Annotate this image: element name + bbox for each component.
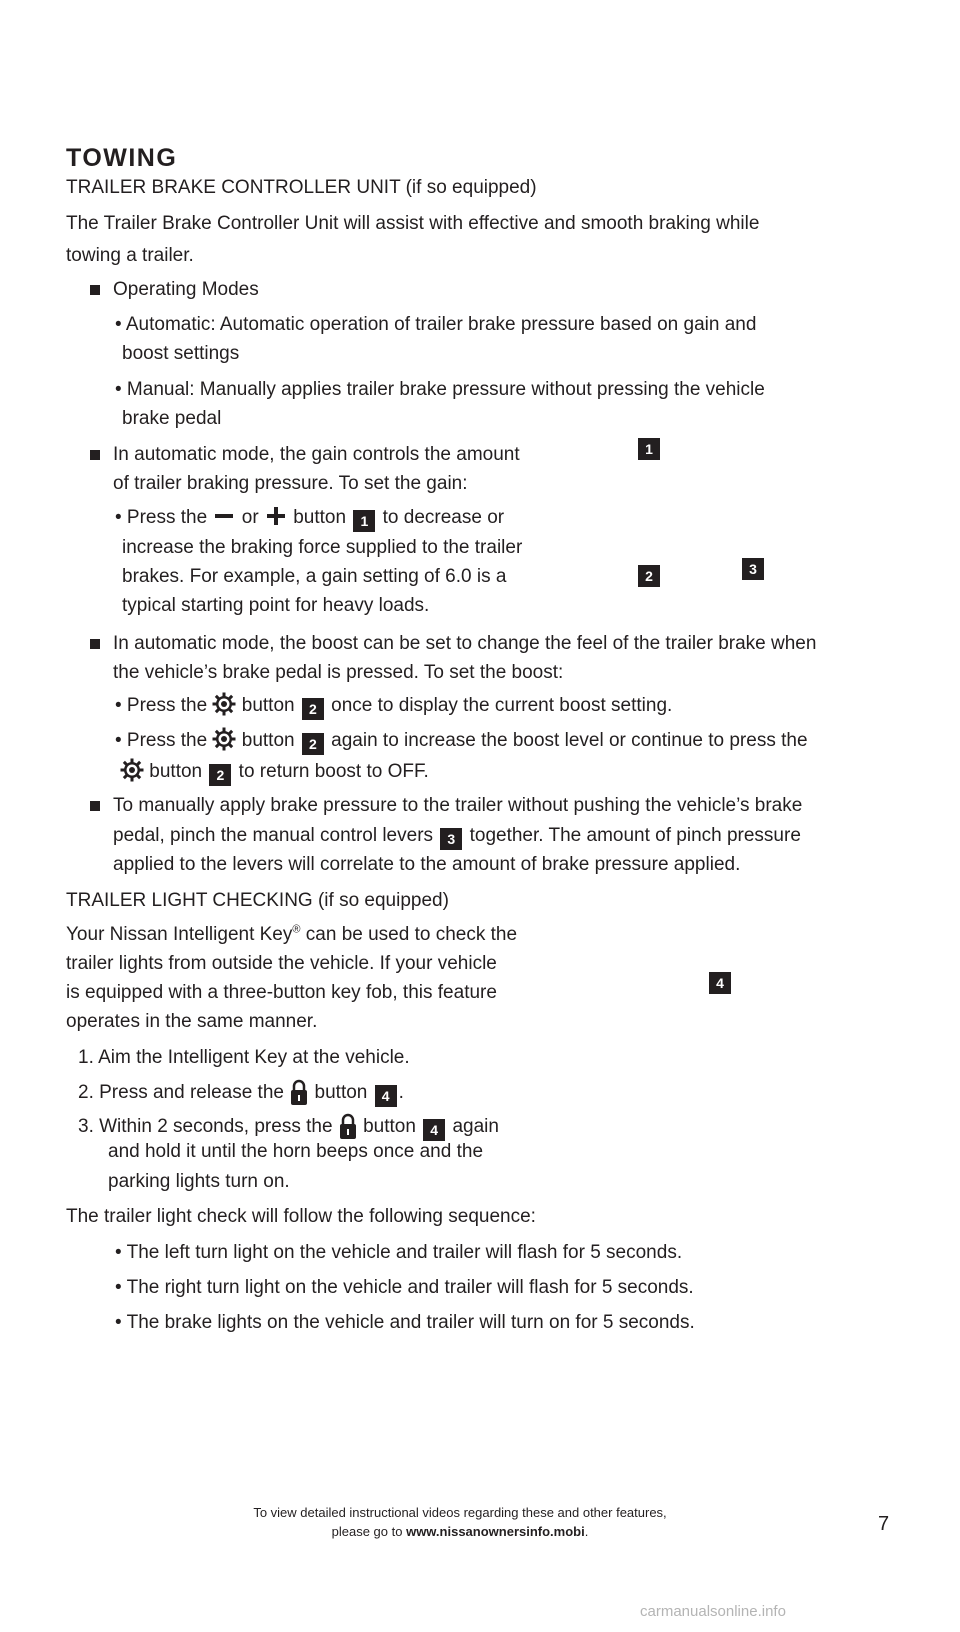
gear-icon	[120, 758, 144, 782]
light-para-1a: Your Nissan Intelligent Key	[66, 924, 293, 945]
callout-badge-2: 2	[209, 764, 231, 786]
step-3-prefix: 3. Within 2 seconds, press the	[78, 1116, 333, 1137]
gain-button-word: button	[293, 507, 347, 528]
boost-b2-button-word: button	[241, 730, 295, 751]
bullet-square-icon	[90, 450, 100, 460]
step-2-button-word: button	[314, 1082, 368, 1103]
intro-line-2: towing a trailer.	[66, 245, 194, 266]
lock-icon	[338, 1112, 358, 1140]
bullet-square-icon	[90, 639, 100, 649]
boost-b2-prefix: • Press the	[115, 730, 208, 751]
callout-badge-1: 1	[353, 510, 375, 532]
manual-line-3: applied to the levers will correlate to the amount of brake pressure applied.	[113, 854, 741, 875]
subheading-light-checking: TRAILER LIGHT CHECKING (if so equipped)	[66, 890, 449, 911]
figure-callout-4: 4	[709, 972, 731, 994]
gain-or: or	[241, 507, 259, 528]
plus-icon	[266, 506, 286, 526]
sequence-item-1: • The left turn light on the vehicle and trailer will flash for 5 seconds.	[115, 1242, 683, 1263]
gain-press-prefix: • Press the	[115, 507, 208, 528]
automatic-mode-line-1: • Automatic: Automatic operation of trailer brake pressure based on gain and	[115, 314, 757, 335]
light-para-line-3: is equipped with a three-button key fob, this feature	[66, 982, 497, 1003]
gain-line-1: In automatic mode, the gain controls the amount	[113, 444, 520, 465]
manual-mode-line-1: • Manual: Manually applies trailer brake pressure without pressing the vehicle	[115, 379, 765, 400]
section-title: TOWING	[66, 144, 178, 172]
step-3	[78, 1112, 499, 1141]
bullet-square-icon	[90, 285, 100, 295]
watermark: carmanualsonline.info	[640, 1603, 786, 1620]
boost-b1-suffix: once to display the current boost setting.	[331, 695, 673, 716]
manual-line-2-prefix: pedal, pinch the manual control levers	[113, 825, 434, 846]
step-2-suffix: .	[398, 1082, 404, 1103]
callout-badge-4: 4	[375, 1085, 397, 1107]
registered-mark: ®	[292, 923, 301, 936]
footer-line-1: To view detailed instructional videos regarding these and other features,	[253, 1505, 667, 1520]
light-para-line-4: operates in the same manner.	[66, 1011, 318, 1032]
footer-link[interactable]: www.nissanownersinfo.mobi	[406, 1524, 585, 1539]
boost-bullet-2	[115, 727, 808, 755]
footer-suffix: .	[584, 1524, 589, 1539]
gain-line-5: brakes. For example, a gain setting of 6.0 is a	[122, 566, 507, 587]
manual-line-2-suffix: together. The amount of pinch pressure	[469, 825, 801, 846]
sequence-intro: The trailer light check will follow the following sequence:	[66, 1206, 536, 1227]
intro-line-1: The Trailer Brake Controller Unit will assist with effective and smooth braking while	[66, 213, 760, 234]
step-3-line-3: parking lights turn on.	[108, 1171, 290, 1192]
page-number: 7	[878, 1513, 890, 1535]
step-3-suffix: again	[452, 1116, 499, 1137]
light-para-line-1	[66, 923, 517, 947]
callout-badge-2: 2	[302, 698, 324, 720]
subheading-brake-controller: TRAILER BRAKE CONTROLLER UNIT (if so equipped)	[66, 177, 537, 198]
minus-icon	[214, 506, 234, 526]
step-2-prefix: 2. Press and release the	[78, 1082, 284, 1103]
gear-icon	[212, 727, 236, 751]
callout-badge-3: 3	[440, 828, 462, 850]
step-2	[78, 1078, 404, 1107]
figure-callout-1: 1	[638, 438, 660, 460]
footer-prefix: please go to	[331, 1524, 407, 1539]
sequence-item-2: • The right turn light on the vehicle and trailer will flash for 5 seconds.	[115, 1277, 694, 1298]
manual-line-1: To manually apply brake pressure to the trailer without pushing the vehicle’s brake	[113, 795, 803, 816]
boost-line-1: In automatic mode, the boost can be set to change the feel of the trailer brake when	[113, 633, 817, 654]
gain-press-line	[115, 506, 504, 532]
boost-b1-button-word: button	[241, 695, 295, 716]
boost-b1-prefix: • Press the	[115, 695, 208, 716]
automatic-mode-line-2: boost settings	[122, 343, 240, 364]
boost-bullet-1	[115, 692, 672, 720]
gain-line-4: increase the braking force supplied to the trailer	[122, 537, 523, 558]
gain-line-2: of trailer braking pressure. To set the gain:	[113, 473, 468, 494]
bullet-square-icon	[90, 801, 100, 811]
boost-line-2: the vehicle’s brake pedal is pressed. To set the boost:	[113, 662, 564, 683]
step-3-line-2: and hold it until the horn beeps once and the	[108, 1141, 484, 1162]
step-1: 1. Aim the Intelligent Key at the vehicle.	[78, 1047, 410, 1068]
sequence-item-3: • The brake lights on the vehicle and trailer will turn on for 5 seconds.	[115, 1312, 695, 1333]
gain-line-6: typical starting point for heavy loads.	[122, 595, 430, 616]
footer-line-2	[0, 1524, 920, 1539]
figure-callout-3: 3	[742, 558, 764, 580]
boost-b2-suffix: again to increase the boost level or continue to press the	[331, 730, 808, 751]
boost-b3-suffix: to return boost to OFF.	[238, 761, 429, 782]
manual-mode-line-2: brake pedal	[122, 408, 222, 429]
light-para-1b: can be used to check the	[300, 924, 518, 945]
light-para-line-2: trailer lights from outside the vehicle. If your vehicle	[66, 953, 497, 974]
manual-line-2	[113, 824, 801, 850]
gear-icon	[212, 692, 236, 716]
callout-badge-2: 2	[302, 733, 324, 755]
figure-callout-2: 2	[638, 565, 660, 587]
gain-press-suffix: to decrease or	[382, 507, 505, 528]
boost-b3-button-word: button	[149, 761, 203, 782]
operating-modes-label: Operating Modes	[113, 279, 259, 300]
boost-bullet-3	[120, 758, 429, 786]
lock-icon	[289, 1078, 309, 1106]
step-3-button-word: button	[363, 1116, 416, 1137]
callout-badge-4: 4	[423, 1119, 445, 1141]
